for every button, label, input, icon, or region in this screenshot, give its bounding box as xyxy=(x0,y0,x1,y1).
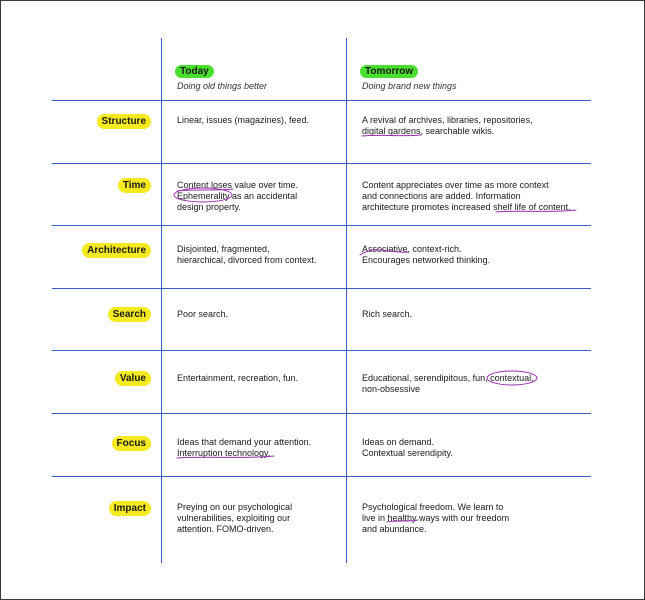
tomorrow-cell-structure: A revival of archives, libraries, repositories, digital gardens, searchable wikis. xyxy=(362,115,533,136)
today-cell-search: Poor search. xyxy=(177,309,229,319)
row-divider xyxy=(52,100,591,101)
tomorrow-cell-search: Rich search. xyxy=(362,309,413,319)
row-label-time: Time xyxy=(118,178,151,193)
today-cell-value: Entertainment, recreation, fun. xyxy=(177,373,299,383)
tomorrow-column-header xyxy=(362,65,457,91)
row-divider xyxy=(52,476,591,477)
today-title: Today xyxy=(175,65,214,78)
row-divider xyxy=(52,225,591,226)
row-label-value: Value xyxy=(115,371,151,386)
tomorrow-subtitle: Doing brand new things xyxy=(362,81,457,91)
today-subtitle: Doing old things better xyxy=(177,81,268,91)
row-label-structure: Structure xyxy=(97,114,151,129)
row-divider xyxy=(52,413,591,414)
tomorrow-cell-architecture: Associative, context-rich. Encourages networked thinking. xyxy=(362,244,491,265)
row-divider xyxy=(52,163,591,164)
row-divider xyxy=(52,350,591,351)
tomorrow-cell-value: Educational, serendipitous, fun, contextual, non-obsessive xyxy=(362,373,534,394)
row-label-focus: Focus xyxy=(112,436,151,451)
today-cell-focus: Ideas that demand your attention. Interruption technology. xyxy=(177,437,312,458)
row-divider xyxy=(52,288,591,289)
today-column-header xyxy=(177,65,267,91)
row-label-architecture: Architecture xyxy=(82,243,151,258)
today-cell-architecture: Disjointed, fragmented, hierarchical, divorced from context. xyxy=(177,244,317,265)
tomorrow-cell-focus: Ideas on demand. Contextual serendipity. xyxy=(362,437,453,458)
tomorrow-cell-time: Content appreciates over time as more context and connections are added. Information architecture promotes increased shelf life of content. xyxy=(362,180,571,212)
today-cell-impact: Preying on our psychological vulnerabilities, exploiting our attention. FOMO-driven. xyxy=(177,502,293,534)
today-cell-time: Content loses value over time. Ephemerality as an accidental design property. xyxy=(177,180,299,212)
row-label-search: Search xyxy=(108,307,151,322)
tomorrow-cell-impact: Psychological freedom. We learn to live in healthy ways with our freedom and abundance. xyxy=(362,502,510,534)
row-label-impact: Impact xyxy=(109,501,151,516)
today-cell-structure: Linear, issues (magazines), feed. xyxy=(177,115,310,125)
tomorrow-title: Tomorrow xyxy=(360,65,418,78)
column-divider-left xyxy=(161,38,162,563)
